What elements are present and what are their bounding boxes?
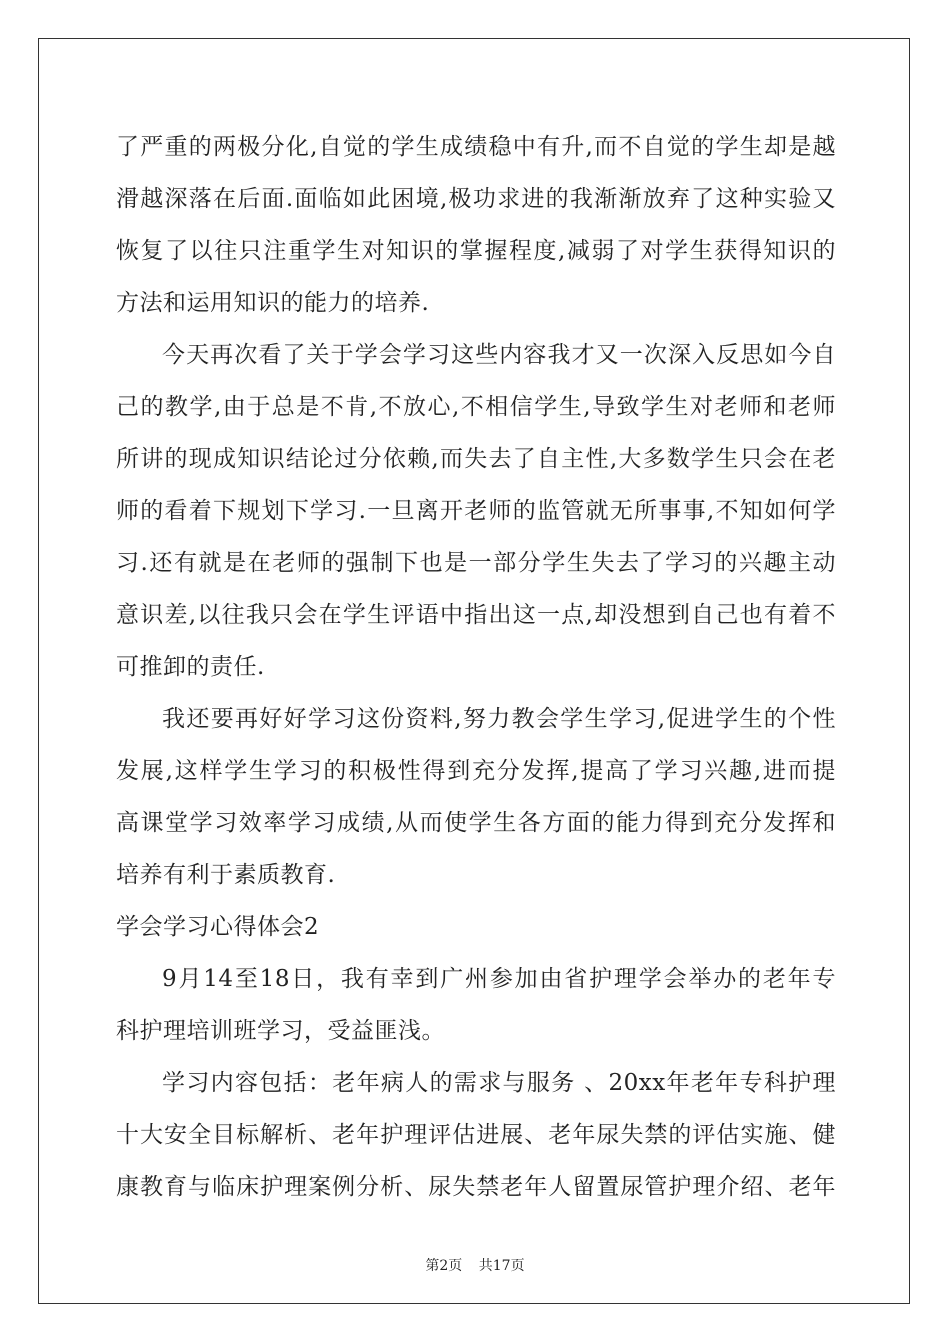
text-line: 培养有利于素质教育. bbox=[116, 862, 336, 888]
text-line: 康教育与临床护理案例分析、尿失禁老年人留置尿管护理介绍、老年 bbox=[116, 1174, 836, 1200]
text-line: 方法和运用知识的能力的培养. bbox=[116, 290, 430, 316]
text-line: 今天再次看了关于学会学习这些内容我才又一次深入反思如今自 bbox=[162, 342, 836, 368]
text-line: 十大安全目标解析、老年护理评估进展、老年尿失禁的评估实施、健 bbox=[116, 1122, 836, 1148]
text-line: 师的看着下规划下学习.一旦离开老师的监管就无所事事,不知如何学 bbox=[116, 498, 836, 524]
text-line: 己的教学,由于总是不肯,不放心,不相信学生,导致学生对老师和老师 bbox=[116, 394, 836, 420]
page-footer bbox=[0, 1255, 950, 1275]
section-heading: 学会学习心得体会2 bbox=[116, 914, 320, 940]
text-line: 发展,这样学生学习的积极性得到充分发挥,提高了学习兴趣,进而提 bbox=[116, 758, 836, 784]
text-line: 了严重的两极分化,自觉的学生成绩稳中有升,而不自觉的学生却是越 bbox=[116, 134, 836, 160]
text-line: 我还要再好好学习这份资料,努力教会学生学习,促进学生的个性 bbox=[162, 706, 836, 732]
text-line: 学习内容包括：老年病人的需求与服务 、20xx年老年专科护理 bbox=[162, 1070, 836, 1096]
text-line: 恢复了以往只注重学生对知识的掌握程度,减弱了对学生获得知识的 bbox=[116, 238, 836, 264]
text-line: 滑越深落在后面.面临如此困境,极功求进的我渐渐放弃了这种实验又 bbox=[116, 186, 836, 212]
text-line: 所讲的现成知识结论过分依赖,而失去了自主性,大多数学生只会在老 bbox=[116, 446, 836, 472]
page-total: 共17页 bbox=[478, 1258, 525, 1274]
text-line: 可推卸的责任. bbox=[116, 654, 265, 680]
text-line: 习.还有就是在老师的强制下也是一部分学生失去了学习的兴趣主动 bbox=[116, 550, 836, 576]
text-line: 科护理培训班学习，受益匪浅。 bbox=[116, 1018, 445, 1044]
document-body bbox=[116, 127, 836, 1219]
text-line: 9月14至18日，我有幸到广州参加由省护理学会举办的老年专 bbox=[162, 966, 836, 992]
text-line: 意识差,以往我只会在学生评语中指出这一点,却没想到自己也有着不 bbox=[116, 602, 836, 628]
text-line: 高课堂学习效率学习成绩,从而使学生各方面的能力得到充分发挥和 bbox=[116, 810, 836, 836]
page-number: 第2页 bbox=[425, 1258, 463, 1274]
